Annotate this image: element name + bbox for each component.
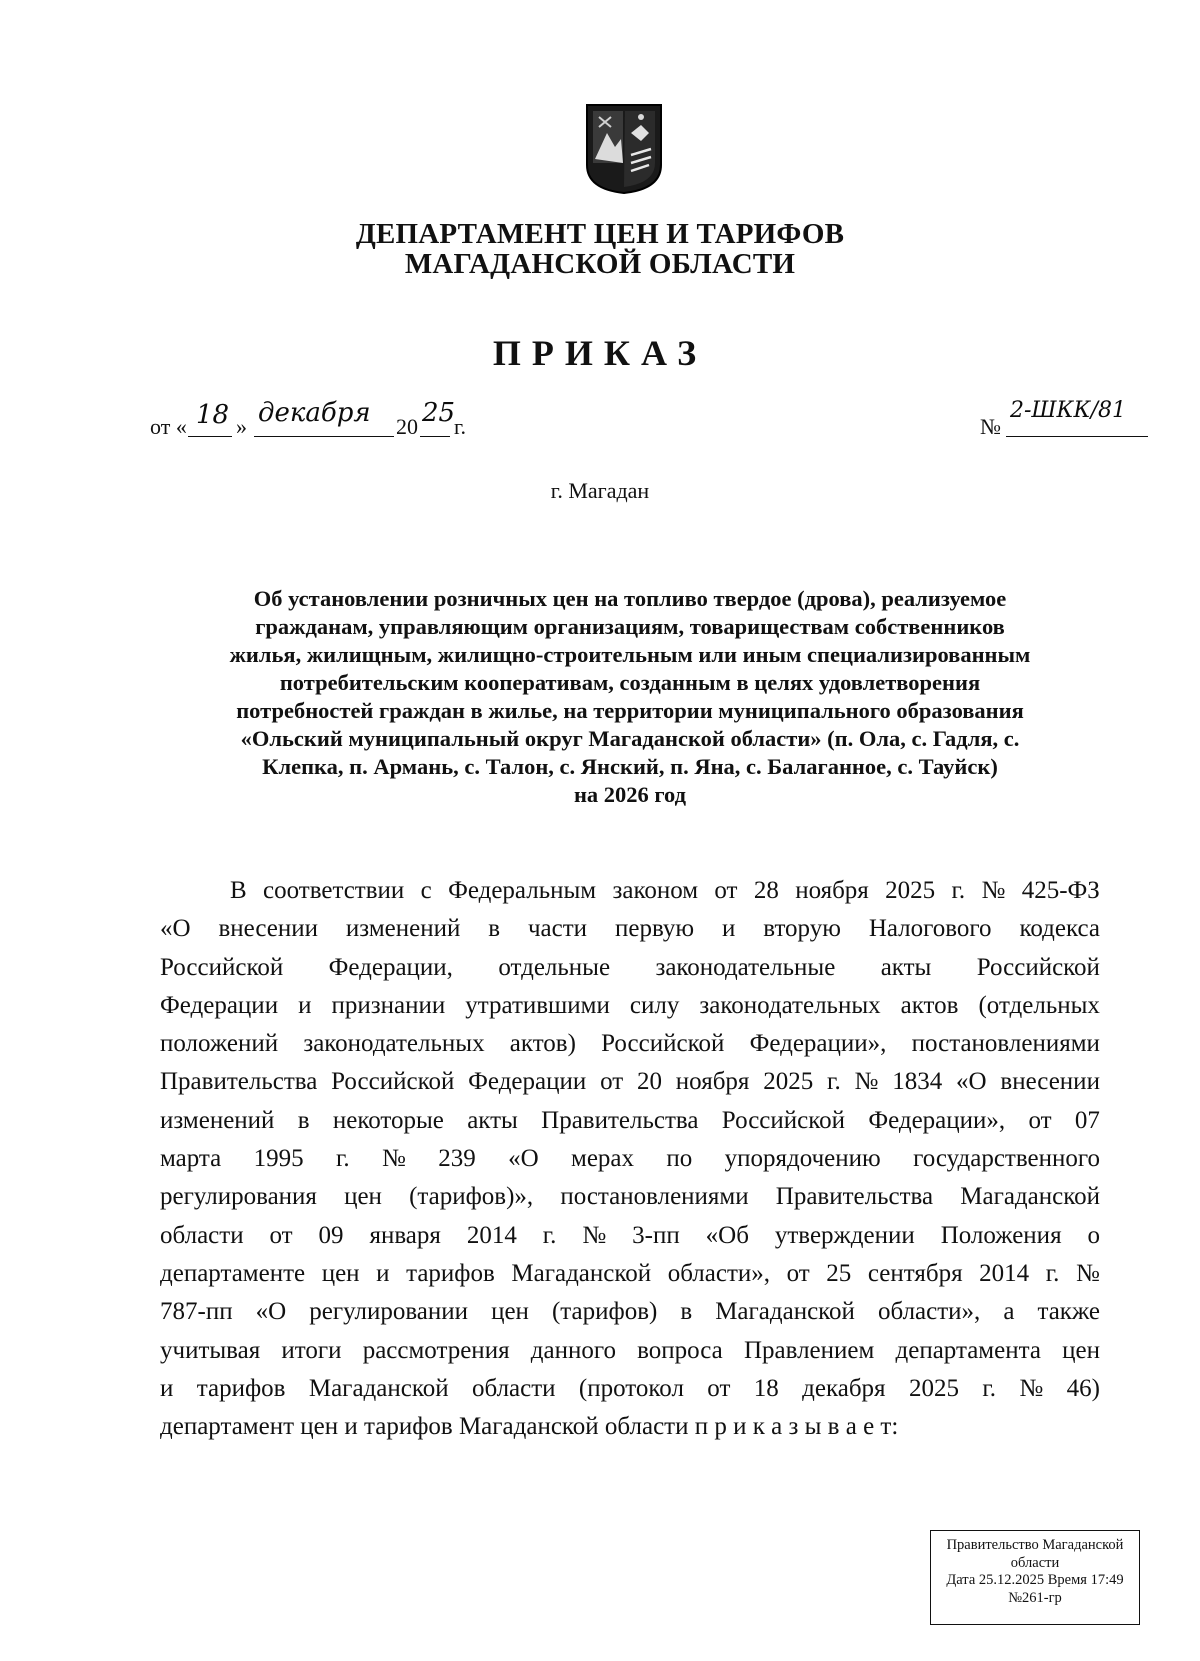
body-line <box>160 1370 1100 1408</box>
body-word: государственного <box>913 1145 1100 1173</box>
body-word: актов <box>900 991 959 1019</box>
body-word: первую <box>614 915 695 943</box>
body-line <box>160 1408 1100 1446</box>
body-word: части <box>527 915 588 943</box>
body-word: Правительства <box>775 1183 934 1211</box>
body-word: 239 <box>438 1145 476 1173</box>
body-word: учитывая <box>160 1336 261 1364</box>
body-word: Российской <box>160 953 284 981</box>
document-type-title: ПРИКАЗ <box>492 333 708 373</box>
body-word: законодательные <box>655 953 836 981</box>
body-word: актов) <box>509 1030 576 1058</box>
body-word: Правлением <box>743 1336 875 1364</box>
body-line-text: департамент цен и тарифов Магаданской области п р и к а з ы в а е т: <box>160 1413 899 1441</box>
body-word: 3-пп <box>632 1221 680 1249</box>
coat-of-arms-emblem <box>585 103 663 195</box>
body-word: постановлениями <box>911 1030 1100 1058</box>
body-line <box>160 1217 1100 1255</box>
order-number <box>980 398 1150 442</box>
stamp-line: Дата 25.12.2025 Время 17:49 <box>946 1572 1124 1588</box>
number-label: № <box>980 414 1001 439</box>
body-word: постановлениями <box>560 1183 749 1211</box>
body-word: изменений <box>345 915 461 943</box>
body-word: рассмотрения <box>362 1336 510 1364</box>
body-word: марта <box>160 1145 222 1173</box>
body-word: законодательных <box>699 991 881 1019</box>
body-word: от <box>269 1221 293 1249</box>
body-word: и <box>160 1374 174 1402</box>
body-word: области», <box>877 1298 981 1326</box>
body-word: регулирования <box>160 1183 317 1211</box>
body-word: Российской <box>331 1068 455 1096</box>
body-line <box>160 949 1100 987</box>
body-word: Магаданской <box>511 1259 652 1287</box>
body-word: 46) <box>1066 1374 1100 1402</box>
body-line <box>160 1025 1100 1063</box>
body-word: регулировании <box>309 1298 469 1326</box>
body-word: 2014 <box>979 1259 1030 1287</box>
body-word: «Об <box>705 1221 749 1249</box>
body-word: Правительства <box>160 1068 318 1096</box>
body-line <box>160 1140 1100 1178</box>
body-word: 1995 <box>253 1145 304 1173</box>
registration-stamp <box>930 1530 1140 1625</box>
order-subject <box>160 585 1100 809</box>
body-word: Налогового <box>868 915 992 943</box>
body-word: Федеральным <box>448 877 597 904</box>
subject-line: потребительским кооперативам, созданным в целях удовлетворения <box>279 670 981 695</box>
body-word: акты <box>880 953 932 981</box>
body-word: г. <box>827 1068 841 1096</box>
body-word: вторую <box>763 915 841 943</box>
body-word: от <box>1028 1106 1052 1134</box>
body-word: области», <box>667 1259 771 1287</box>
body-word: цен <box>1062 1336 1100 1364</box>
body-word: Федерации», <box>749 1030 887 1058</box>
subject-line: Об установлении розничных цен на топливо твердое (дрова), реализуемое <box>253 586 1007 611</box>
body-word: 787-пп <box>160 1298 233 1326</box>
body-word: признании <box>331 991 446 1019</box>
handwritten-number: 2-ШКК/81 <box>1010 398 1126 423</box>
body-word: Правительства <box>541 1106 699 1134</box>
body-line <box>160 1102 1100 1140</box>
body-word: от <box>786 1259 810 1287</box>
body-word: В <box>230 877 247 904</box>
handwritten-day: 18 <box>196 400 230 430</box>
body-word: № <box>582 1221 607 1249</box>
body-word: г. <box>982 1374 996 1402</box>
handwritten-year: 25 <box>422 398 456 428</box>
body-line <box>160 872 1100 910</box>
body-word: 2025 <box>763 1068 814 1096</box>
body-word: и <box>721 915 736 943</box>
body-word: цен <box>344 1183 382 1211</box>
subject-line: «Ольский муниципальный округ Магаданской области» (п. Ола, с. Гадля, с. <box>240 726 1020 751</box>
body-line <box>160 1332 1100 1370</box>
body-word: о <box>1087 1221 1100 1249</box>
body-word: соответствии <box>263 877 405 904</box>
body-word: и <box>298 991 312 1019</box>
date-suffix: г. <box>454 414 467 439</box>
body-word: законом <box>612 877 699 904</box>
body-word: изменений <box>160 1106 275 1134</box>
body-word: данного <box>530 1336 616 1364</box>
body-line <box>160 1063 1100 1101</box>
date-prefix: от « <box>150 414 187 439</box>
body-word: 25 <box>826 1259 852 1287</box>
body-line <box>160 987 1100 1025</box>
body-word: внесении <box>218 915 319 943</box>
body-word: г. <box>951 877 966 904</box>
body-word: Магаданской <box>308 1374 449 1402</box>
department-name-line-2: МАГАДАНСКОЙ ОБЛАСТИ <box>404 248 796 280</box>
body-line <box>160 1178 1100 1216</box>
body-word: а <box>1003 1298 1015 1326</box>
body-word: в <box>488 915 501 943</box>
body-word: некоторые <box>332 1106 444 1134</box>
body-word: 425-ФЗ <box>1021 877 1100 904</box>
body-word: № <box>1019 1374 1044 1402</box>
body-word: силу <box>629 991 680 1019</box>
stamp-line: области <box>1010 1554 1060 1571</box>
body-word: Федерации <box>468 1068 587 1096</box>
body-word: Положения <box>940 1221 1062 1249</box>
body-word: г. <box>335 1145 350 1173</box>
stamp-line: №261-гр <box>1008 1589 1062 1606</box>
body-word: по <box>666 1145 693 1173</box>
body-word: (отдельных <box>978 991 1100 1019</box>
year-prefix: 20 <box>396 414 418 439</box>
body-word: № <box>854 1068 879 1096</box>
body-word: № <box>382 1145 406 1173</box>
order-body-text <box>160 872 1100 1446</box>
body-word: кодекса <box>1019 915 1100 943</box>
body-word: № <box>981 877 1006 904</box>
body-word: «О <box>160 915 191 943</box>
handwritten-month: декабря <box>258 398 371 428</box>
body-word: тарифов <box>196 1374 286 1402</box>
body-word: Магаданской <box>715 1298 855 1326</box>
body-word: Российской <box>976 953 1100 981</box>
body-word: и <box>376 1259 390 1287</box>
body-word: «О <box>508 1145 539 1173</box>
body-word: вопроса <box>637 1336 723 1364</box>
stamp-line: Правительство Магаданской <box>946 1537 1124 1553</box>
body-word: отдельные <box>498 953 611 981</box>
order-date <box>150 398 510 442</box>
body-word: Федерации», <box>868 1106 1006 1134</box>
body-word: г. <box>542 1221 557 1249</box>
body-word: 2014 <box>466 1221 517 1249</box>
body-word: ноября <box>675 1068 750 1096</box>
body-word: (тарифов)», <box>409 1183 534 1211</box>
body-word: с <box>420 877 432 904</box>
body-word: департаменте <box>160 1259 306 1287</box>
subject-line: потребностей граждан в жилье, на территории муниципального образования <box>236 698 1024 723</box>
body-word: 09 <box>318 1221 344 1249</box>
body-word: № <box>1076 1259 1100 1287</box>
body-word: цен <box>491 1298 529 1326</box>
body-word: от <box>714 877 738 904</box>
body-word: Федерации, <box>328 953 453 981</box>
body-word: также <box>1037 1298 1100 1326</box>
body-word: (протокол <box>578 1374 684 1402</box>
body-word: «О <box>255 1298 287 1326</box>
body-word: от <box>600 1068 624 1096</box>
body-word: департамента <box>895 1336 1041 1364</box>
body-word: утратившими <box>465 991 610 1019</box>
body-word: г. <box>1045 1259 1060 1287</box>
body-word: Магаданской <box>960 1183 1100 1211</box>
body-line <box>160 910 1100 948</box>
department-name-line-1: ДЕПАРТАМЕНТ ЦЕН И ТАРИФОВ <box>355 218 845 250</box>
subject-line: гражданам, управляющим организациям, товариществам собственников <box>255 614 1005 639</box>
body-word: области <box>471 1374 556 1402</box>
subject-line: Клепка, п. Армань, с. Талон, с. Янский, п. Яна, с. Балаганное, с. Тауйск) <box>262 754 998 779</box>
body-line <box>160 1255 1100 1293</box>
body-word: 18 <box>753 1374 779 1402</box>
body-word: 2025 <box>908 1374 959 1402</box>
body-word: ноября <box>795 877 869 904</box>
body-word: тарифов <box>406 1259 495 1287</box>
body-word: 20 <box>636 1068 662 1096</box>
body-word: 07 <box>1074 1106 1100 1134</box>
body-word: от <box>707 1374 731 1402</box>
body-word: утверждении <box>774 1221 915 1249</box>
body-word: цен <box>321 1259 360 1287</box>
body-word: 2025 <box>885 877 936 904</box>
body-word: итоги <box>281 1336 342 1364</box>
body-word: мерах <box>571 1145 635 1173</box>
body-word: упорядочению <box>724 1145 881 1173</box>
body-word: сентября <box>867 1259 963 1287</box>
body-line <box>160 1293 1100 1331</box>
subject-line: на 2026 год <box>573 782 687 807</box>
body-word: внесении <box>1000 1068 1100 1096</box>
body-word: Российской <box>721 1106 846 1134</box>
date-mid: » <box>236 414 247 439</box>
body-word: (тарифов) <box>551 1298 658 1326</box>
body-word: акты <box>467 1106 518 1134</box>
body-word: 28 <box>753 877 779 904</box>
body-word: 1834 <box>892 1068 943 1096</box>
subject-line: жилья, жилищным, жилищно-строительным или иным специализированным <box>229 642 1031 667</box>
body-word: в <box>297 1106 310 1134</box>
body-word: Федерации <box>160 991 279 1019</box>
body-word: «О <box>956 1068 987 1096</box>
body-word: в <box>680 1298 693 1326</box>
city-name: г. Магадан <box>550 478 650 503</box>
body-word: января <box>369 1221 441 1249</box>
body-word: Российской <box>601 1030 725 1058</box>
body-word: законодательных <box>303 1030 485 1058</box>
body-word: положений <box>160 1030 279 1058</box>
body-word: декабря <box>802 1374 886 1402</box>
body-word: области <box>160 1221 244 1249</box>
